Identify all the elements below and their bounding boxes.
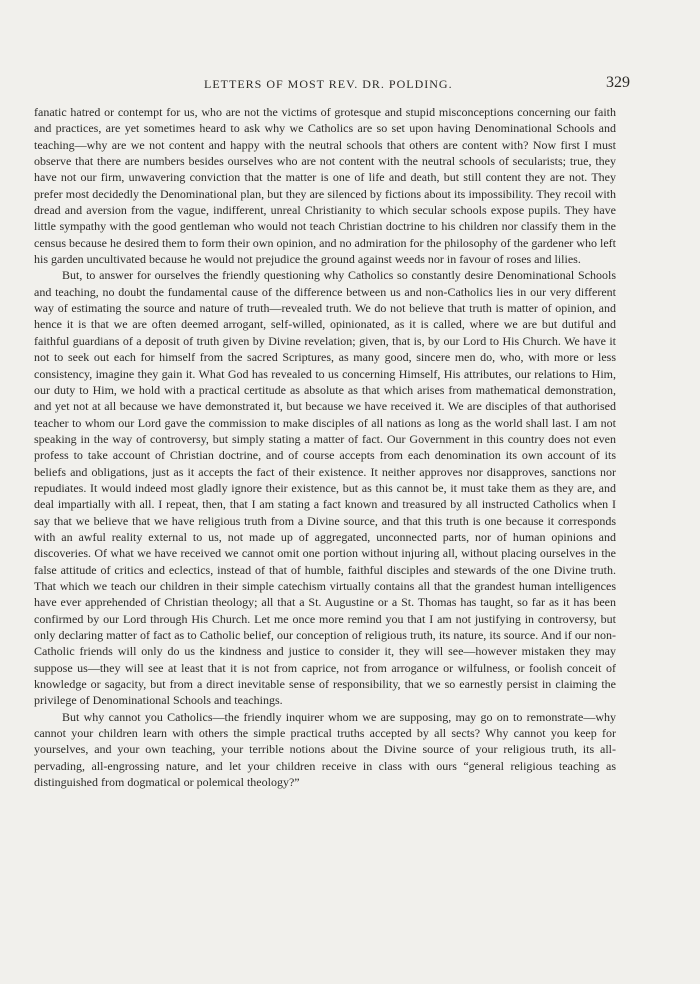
paragraph-continuation: fanatic hatred or contempt for us, who are not the victims of grotesque and stupid misconceptions concerning our faith and practices, are yet sometimes heard to ask why we Catholics are so set upon having Denominational Schools and teaching—why are we not content and happy with the neutral schools that others are content with? Now first I must observe that there are numbers besides ourselves who are not content with the neutral schools of secularists; true, they have not our firm, unwavering conviction that the matter is one of life and death, but still content they are not. They prefer most decidedly the Denominational plan, but they are silenced by fictions about its impossibility. They recoil with dread and aversion from the vague, indifferent, unreal Christianity to which secular schools expose pupils. They have little sympathy with the good gentleman who would not teach Christian doctrine to his children nor classify them in the census because he desired them to form their own opinion, and no admiration for the philosophy of the gardener who left his garden uncultivated because he would not prejudice the ground against weeds nor in favour of roses and lilies.	[34, 105, 616, 267]
page-number: 329	[606, 74, 630, 91]
body-text	[34, 104, 616, 790]
page-header	[110, 74, 630, 94]
paragraph-friendly-inquirer: But why cannot you Catholics—the friendly inquirer whom we are supposing, may go on to remonstrate—why cannot your children learn with others the simple practical truths accepted by all sects? Why cannot you keep for yourselves, and your own teaching, your terrible notions about the Divine source of your religious truth, its all-pervading, all-engrossing nature, and let your children receive in class with ours “general religious teaching as distinguished from dogmatical or polemical theology?”	[34, 709, 616, 790]
running-title: LETTERS OF MOST REV. DR. POLDING.	[204, 77, 453, 91]
paragraph-catholic-truth: But, to answer for ourselves the friendly questioning why Catholics so constantly desire Denominational Schools and teaching, no doubt the fundamental cause of the difference between us and non-Catholics lies in our very different way of estimating the source and nature of truth—revealed truth. We do not believe that truth is matter of opinion, and hence it is that we are often deemed arrogant, self-willed, opinionated, as it is called, where we are but dutiful and faithful guardians of a deposit of truth given by Divine revelation; given, that is, by our Lord to His Church. We have it not to seek out each for himself from the sacred Scriptures, as many good, sincere men do, who, with more or less consistency, imagine they gain it. What God has revealed to us concerning Himself, His attributes, our relations to Him, our duty to Him, we hold with a practical certitude as absolute as that which arises from mathematical demonstration, and yet not at all because we have demonstrated it, but because we have received it. We are disciples of that authorised teacher to whom our Lord gave the commission to make disciples of all nations as long as the world shall last. I am not speaking in the way of controversy, but simply stating a matter of fact. Our Government in this country does not even profess to take account of Christian doctrine, and of course accepts from each denomination its own account of its beliefs and obligations, just as it accepts the fact of their existence. It neither approves nor disapproves, sanctions nor repudiates. It would indeed most gladly ignore their existence, but as this cannot be, it must take them as they are, and deal impartially with all. I repeat, then, that I am stating a fact known and treasured by all instructed Catholics when I say that we believe that we have religious truth from a Divine source, and that this truth is one because it corresponds with an awful reality external to us, not made up of aggregated, unconnected parts, nor of human opinions and discoveries. Of what we have received we cannot omit one portion without injuring all, without placing ourselves in the false attitude of critics and eclectics, instead of that of humble, faithful disciples and stewards of the one Divine truth. That which we teach our children in their simple catechism virtually contains all that the grandest human intelligences have ever apprehended of Christian theology; all that a St. Augustine or a St. Thomas has taught, so far as it has been confirmed by our Lord through His Church. Let me once more remind you that I am not justifying in controversy, but only declaring matter of fact as to Catholic belief, our conception of religious truth, its nature, its source. And if our non-Catholic friends will only do us the kindness and justice to consider it, they will see—however mistaken they may suppose us—they will see at least that it is not from caprice, not from arrogance or wilfulness, or foolish conceit of knowledge or sagacity, but from a direct inevitable sense of responsibility, that we so earnestly persist in claiming the privilege of Denominational Schools and teachings.	[34, 268, 616, 708]
